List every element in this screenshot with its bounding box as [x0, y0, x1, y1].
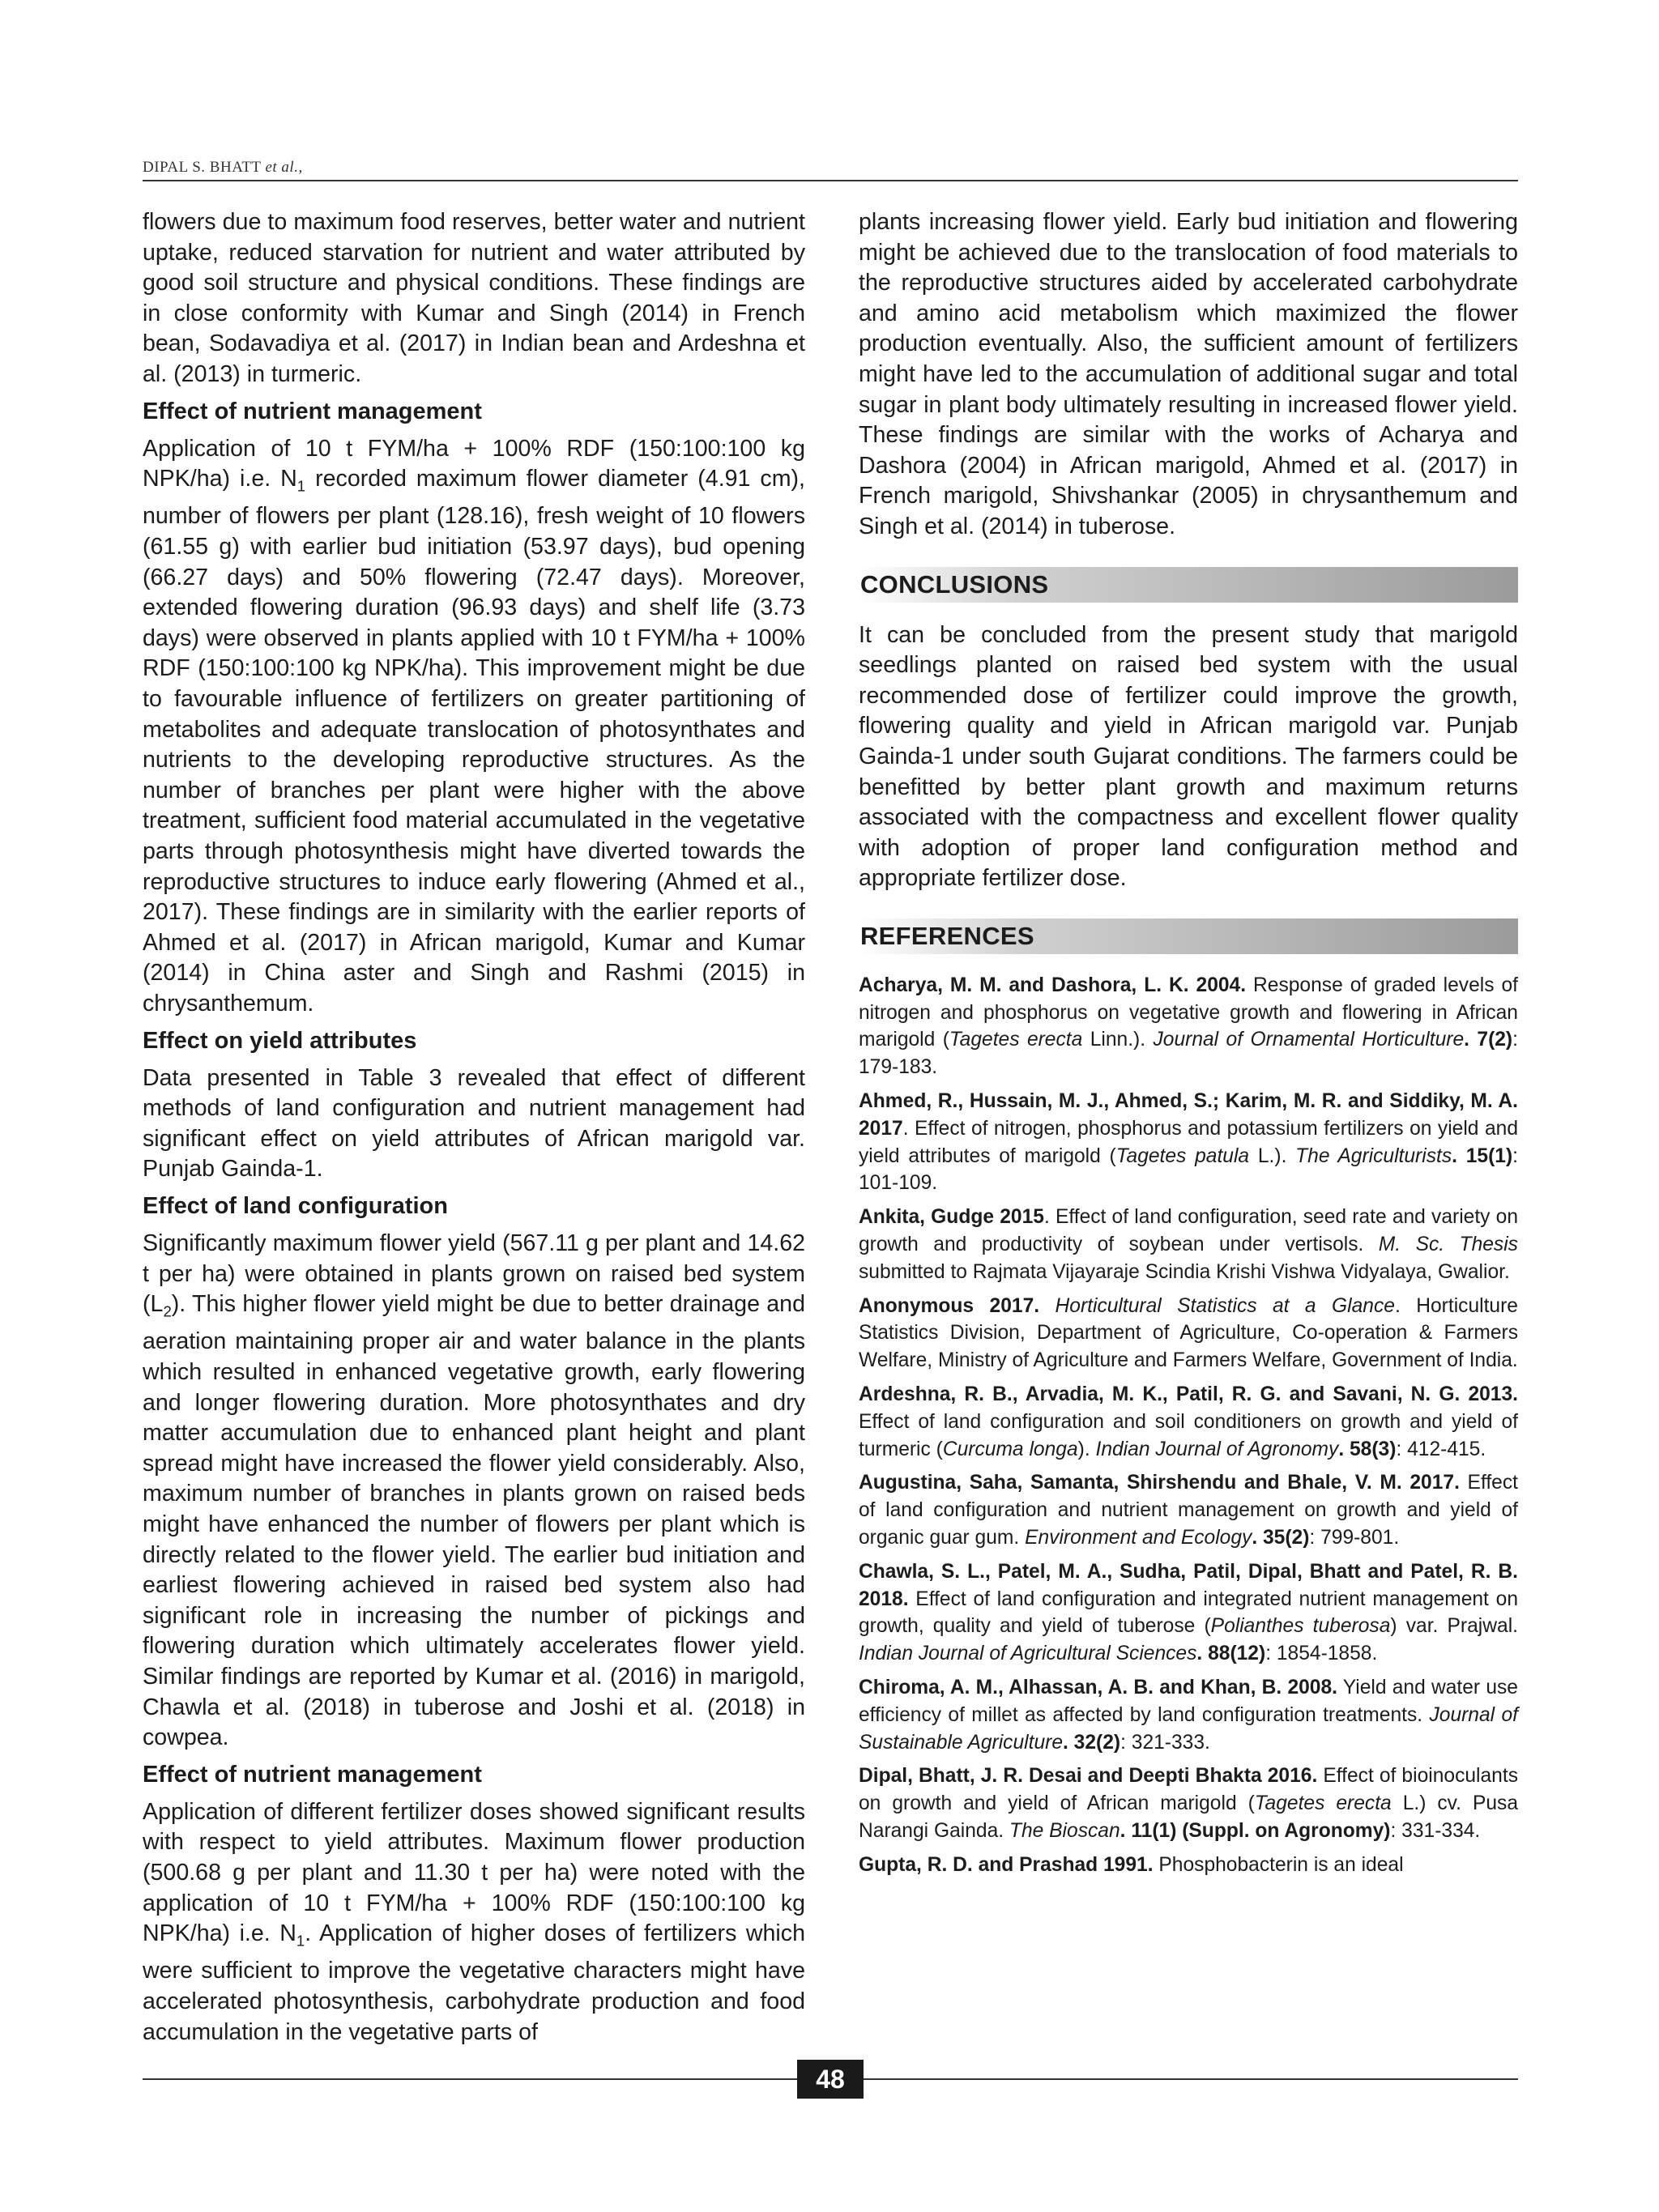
subheading-nutrient-management-2: Effect of nutrient management [143, 1761, 482, 1788]
paragraph: Application of 10 t FYM/ha + 100% RDF (150:100:100 kg NPK/ha) i.e. $N_1$ recorded maximum flower diameter (4.91 cm), number of flowers per plant (128.16), fresh weight of 10 flowers (61.55 g) with earlier bud initiation (53.97 days), bud opening (66.27 days) and 50% flowering (72.47 days). Moreover, extended flowering duration (96.93 days) and shelf life (3.73 days) were observed in plants applied with 10 t FYM/ha + 100% RDF (150:100:100 kg NPK/ha). This improvement might be due to favourable influence of fertilizers on greater partitioning of metabolites and adequate translocation of photosynthates and nutrients to the developing reproductive structures. As the number of branches per plant were higher with the above treatment, sufficient food material accumulated in the vegetative parts through photosynthesis might have diverted towards the reproductive structures to induce early flowering (Ahmed et al., 2017). These findings are in similarity with the earlier reports of Ahmed et al. (2017) in African marigold, Kumar and Kumar (2014) in China aster and Singh and Rashmi (2015) in chrysanthemum. [143, 435, 805, 1016]
reference-item: Acharya, M. M. and Dashora, L. K. 2004. Response of graded levels of nitrogen and phosphorus on vegetative growth and flowering in African marigold (Tagetes erecta Linn.). Journal of Ornamental Horticulture. 7(2): 179-183. [859, 974, 1518, 1079]
running-head-author: DIPAL S. BHATT [143, 159, 262, 176]
paragraph: flowers due to maximum food reserves, better water and nutrient uptake, reduced starvation for nutrient and water attributed by good soil structure and physical conditions. These findings are in close conformity with Kumar and Singh (2014) in French bean, Sodavadiya et al. (2017) in Indian bean and Ardeshna et al. (2013) in turmeric. [143, 209, 805, 387]
footer-rule-left [143, 2078, 797, 2080]
running-head-etal: et al., [265, 159, 303, 176]
paragraph: Data presented in Table 3 revealed that effect of different methods of land configuration and nutrient management had significant effect on yield attributes of African marigold var. Punjab Gainda-1. [143, 1064, 805, 1183]
reference-item: Anonymous 2017. Horticultural Statistics at a Glance. Horticulture Statistics Division, Department of Agriculture, Co-operation & Farmers Welfare, Ministry of Agriculture and Farmers Welfare, Government of India. [859, 1294, 1518, 1372]
reference-item: Chiroma, A. M., Alhassan, A. B. and Khan, B. 2008. Yield and water use efficiency of millet as affected by land configuration treatments. Journal of Sustainable Agriculture. 32(2): 321-333. [859, 1677, 1518, 1754]
footer-rule-right [864, 2078, 1518, 2080]
conclusions-paragraph: It can be concluded from the present study that marigold seedlings planted on raised bed system with the usual recommended dose of fertilizer could improve the growth, flowering quality and yield in African marigold var. Punjab Gainda-1 under south Gujarat conditions. The farmers could be benefitted by better plant growth and maximum returns associated with the compactness and excellent flower quality with adoption of proper land configuration method and appropriate fertilizer dose. [859, 621, 1518, 892]
references-heading: REFERENCES [860, 921, 1034, 950]
running-head [143, 159, 303, 177]
page-number: 48 [797, 2060, 864, 2099]
subheading-land-configuration: Effect of land configuration [143, 1192, 448, 1219]
references-heading-bar [859, 918, 1518, 954]
paragraph: Application of different fertilizer doses showed significant results with respect to yield attributes. Maximum flower production (500.68 g per plant and 11.30 t per ha) were noted with the application of 10 t FYM/ha + 100% RDF (150:100:100 kg NPK/ha) i.e. $N_1$. Application of higher doses of fertilizers which were sufficient to improve the vegetative characters might have accelerated photosynthesis, carbohydrate production and food accumulation in the vegetative parts of [143, 1798, 805, 2045]
reference-item: Ahmed, R., Hussain, M. J., Ahmed, S.; Karim, M. R. and Siddiky, M. A. 2017. Effect of nitrogen, phosphorus and potassium fertilizers on yield and yield attributes of marigold (Tagetes patula L.). The Agriculturists. 15(1): 101-109. [859, 1090, 1518, 1195]
reference-item: Augustina, Saha, Samanta, Shirshendu and Bhale, V. M. 2017. Effect of land configuration and nutrient management on growth and yield of organic guar gum. Environment and Ecology. 35(2): 799-801. [859, 1472, 1518, 1549]
subheading-yield-attributes: Effect on yield attributes [143, 1027, 417, 1054]
reference-item: Gupta, R. D. and Prashad 1991. Phosphobacterin is an ideal [859, 1853, 1404, 1876]
header-rule [143, 180, 1518, 181]
paragraph: plants increasing flower yield. Early bud initiation and flowering might be achieved due to the translocation of food materials to the reproductive structures aided by accelerated carbohydrate and amino acid metabolism which maximized the flower production eventually. Also, the sufficient amount of fertilizers might have led to the accumulation of additional sugar and total sugar in plant body ultimately resulting in increased flower yield. These findings are similar with the works of Acharya and Dashora (2004) in African marigold, Ahmed et al. (2017) in French marigold, Shivshankar (2005) in chrysanthemum and Singh et al. (2014) in tuberose. [859, 209, 1518, 539]
reference-list [859, 972, 1518, 1879]
reference-item: Dipal, Bhatt, J. R. Desai and Deepti Bhakta 2016. Effect of bioinoculants on growth and yield of African marigold (Tagetes erecta L.) cv. Pusa Narangi Gainda. The Bioscan. 11(1) (Suppl. on Agronomy): 331-334. [859, 1765, 1519, 1842]
reference-item: Ankita, Gudge 2015. Effect of land configuration, seed rate and variety on growth and productivity of soybean under vertisols. M. Sc. Thesis submitted to Rajmata Vijayaraje Scindia Krishi Vishwa Vidyalaya, Gwalior. [859, 1206, 1518, 1283]
paragraph: Significantly maximum flower yield (567.11 g per plant and 14.62 t per ha) were obtained in plants grown on raised bed system $(L_2)$. This higher flower yield might be due to better drainage and aeration maintaining proper air and water balance in the plants which resulted in enhanced vegetative growth, early flowering and longer flowering duration. More photosynthates and dry matter accumulation due to enhanced plant height and plant spread might have increased the flower yield considerably. Also, maximum number of branches in plants grown on raised beds might have enhanced the number of flowers per plant which is directly related to the flower yield. The earlier bud initiation and earliest flowering achieved in raised bed system also had significant role in increasing the number of pickings and flowering duration which ultimately accelerates flower yield. Similar findings are reported by Kumar et al. (2016) in marigold, Chawla et al. (2018) in tuberose and Joshi et al. (2018) in cowpea. [143, 1230, 805, 1751]
left-column [143, 207, 805, 2054]
reference-item: Chawla, S. L., Patel, M. A., Sudha, Patil, Dipal, Bhatt and Patel, R. B. 2018. Effect of land configuration and integrated nutrient management on growth, quality and yield of tuberose (Polianthes tuberosa) var. Prajwal. Indian Journal of Agricultural Sciences. 88(12): 1854-1858. [859, 1560, 1518, 1665]
conclusions-heading: CONCLUSIONS [860, 569, 1049, 599]
right-column [859, 207, 1518, 1886]
subheading-nutrient-management: Effect of nutrient management [143, 398, 482, 424]
conclusions-heading-bar [859, 567, 1518, 603]
reference-item: Ardeshna, R. B., Arvadia, M. K., Patil, R. G. and Savani, N. G. 2013. Effect of land configuration and soil conditioners on growth and yield of turmeric (Curcuma longa). Indian Journal of Agronomy. 58(3): 412-415. [859, 1383, 1518, 1460]
